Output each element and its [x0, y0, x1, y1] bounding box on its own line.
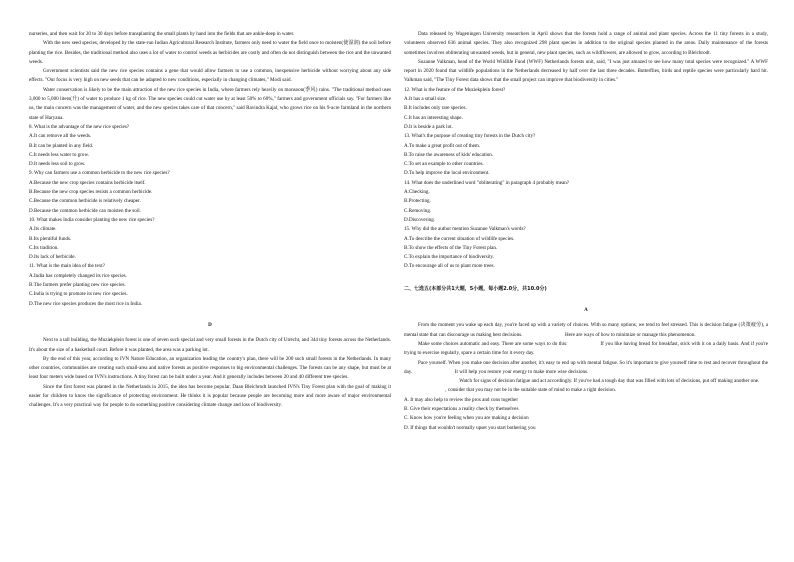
- option: B.Because the new crop species resists a common herbicide.: [29, 189, 153, 196]
- question-14: [404, 179, 768, 225]
- question-13: [404, 132, 768, 178]
- option: D.The new rice species produces the most rice in India.: [29, 300, 143, 307]
- option: A.Checking.: [404, 189, 430, 196]
- sentence: , consider that you may not be in the suitable state of mind to make a right decision.: [445, 387, 617, 394]
- option: D. If things that wouldn't normally upset you start bothering you: [404, 424, 536, 431]
- option: C.To set an example to other countries.: [404, 161, 484, 168]
- passage-paragraph: [404, 340, 768, 359]
- passage-paragraph: Next to a tall building, the Muziekplein forest is one of seven such special and very small forests in the Dutch city of Utrecht, and 344 tiny forests across the Netherlands. It's about the size of a basketball court. Before it was planted, the area was a parking lot.: [29, 337, 391, 353]
- question-9: [29, 169, 391, 215]
- option: C.It needs less water to grow.: [29, 151, 90, 158]
- option: D.It is beside a park lot.: [404, 123, 453, 130]
- passage-paragraph: [404, 359, 768, 378]
- option: D.It needs less soil to grow.: [29, 161, 86, 168]
- option: D.Discovering.: [404, 216, 436, 223]
- passage-a-label: A: [584, 307, 588, 314]
- option: C.It has an interesting shape.: [404, 114, 463, 121]
- option: D.Because the common herbicide can moisten the soil.: [29, 207, 141, 214]
- passage-paragraph: [404, 377, 768, 386]
- intro-paragraph: With the new seed species, developed by the state-run Indian Agricultural Research Institute, farmers only need to water the field once to moisten(使湿润) the soil before planting the rice. Besides, the traditional method also uses a lot of water to control weeds as herbicides are costly and often do not distinguish between the rice and the unwanted weeds.: [29, 40, 391, 65]
- question-text: 15. Why did the author mention Suzanne Valkman's words?: [404, 226, 526, 233]
- question-text: 9. Why can farmers use a common herbicide to the new rice species?: [29, 170, 170, 177]
- option: C.To explain the importance of biodiversity.: [404, 254, 494, 261]
- question-text: 8. What is the advantage of the new rice species?: [29, 123, 130, 130]
- passage-paragraph: Suzanne Valkman, head of the World Wildlife Fund (WWF) Netherlands forests unit, said, "I was just amazed to see how many total species were recognized." A WWF report in 2020 found that wildlife populations in the Netherlands decreased by half over the last three decades. Butterflies, birds and reptile species were particularly hard hit. Valkman said, "The Tiny Forest data shows that the small project can improve that biodiversity in cities.": [404, 58, 768, 84]
- option: D.To encourage all of us to plant more trees.: [404, 263, 495, 270]
- intro-paragraph: Government scientists said the new rice species contains a gene that would allow farmers to use a common, inexpensive herbicide without worrying about any side effects. "Our focus is very high on new seeds that can be adapted to new conditions, especially in changing climates," Modi said.: [29, 68, 391, 84]
- option: A.India has completely changed its rice species.: [29, 272, 127, 279]
- intro-paragraph: nurseries, and then wait for 20 to 30 days before transplanting the small plants by hand into the fields that are ankle-deep in water.: [29, 31, 295, 37]
- passage-paragraph: [404, 321, 768, 340]
- sentence: Make some choices automatic and easy. There are some ways to do this:: [418, 340, 568, 347]
- option: B.It can be planted in any field.: [29, 142, 94, 149]
- option: A.Its climate.: [29, 226, 57, 233]
- option: C.India is trying to promote its new rice species.: [29, 291, 128, 298]
- question-text: 14. What does the underlined word "obliterating" in paragraph 4 probably mean?: [404, 179, 570, 186]
- sentence: Here are ways of how to minimize or manage this phenomenon.: [564, 331, 696, 338]
- question-11: [29, 262, 391, 308]
- sentence: If you like having bread for breakfast, stick with it on a daily basis. And if you're trying to exercise regularly, spare a certain time for it every day.: [404, 340, 768, 357]
- option: B.The farmers prefer planting new rice species.: [29, 282, 126, 289]
- option: C.Because the common herbicide is relatively cheaper.: [29, 198, 141, 205]
- option: B.It includes only rare species.: [404, 105, 467, 112]
- question-12: [404, 86, 768, 132]
- right-column: [404, 30, 768, 433]
- passage-paragraph: Since the first forest was planted in the Netherlands in 2015, the idea has become popular. Daan Bleichrodt launched IVN's Tiny Forest plan with the goal of making it easier for children to know the significance of protecting environment. He thinks it is popular because people are becoming more and more aware of major environmental challenges. It's a very practical way for people to do something positive considering climate change and loss of biodiversity.: [29, 383, 391, 409]
- passage-d-label: D: [208, 321, 212, 328]
- sentence: Watch for signs of decision fatigue and act accordingly. If you've had a tough day that was filled with lots of decisions, put off making another one.: [459, 378, 760, 385]
- question-15: [404, 225, 768, 271]
- option: A.It has a small size.: [404, 96, 447, 103]
- option: A.To make a great profit out of them.: [404, 142, 481, 149]
- option: A.Because the new crop species contains herbicide itself.: [29, 179, 146, 186]
- sentence: It will help you restore your energy to make more wise decisions.: [454, 368, 589, 375]
- option: C.Removing.: [404, 207, 432, 214]
- option: C.Its tradition.: [29, 244, 59, 251]
- question-text: 13. What's the purpose of creating tiny forests in the Dutch city?: [404, 133, 536, 140]
- question-10: [29, 216, 391, 262]
- option: B.To show the effects of the Tiny Forest plan.: [404, 244, 498, 251]
- option: B. Give their expectations a reality check by themselves: [404, 405, 519, 412]
- question-text: 12. What is the feature of the Muziekplein forest?: [404, 86, 506, 93]
- intro-paragraph: Water conservation is likely to be the main attraction of the new rice species in India, where farmers rely heavily on monsoon(季风) rains. "The traditional method uses 3,000 to 5,000 liters(升) of water to produce 1 kg of rice. The new species could cut water use by at least 50% to 60%," farmers and government officials say. "For farmers like us, the main concern was the management of water, and the new species takes care of that concern," said Ravindra Kajal, who grows rice on his 9-acre farmland in the northern state of Haryana.: [29, 86, 391, 121]
- sentence: From the moment you wake up each day, you're faced up with a variety of choices. With so many options, we tend to feel stressed. This is decision fatigue (决策疲劳), a mental state that can discourage us making best decisions.: [404, 322, 768, 338]
- sentence: Pace yourself. When you make one decision after another, it's easy to end up with mental fatigue. So it's important to give yourself time to rest and recover throughout the day.: [404, 359, 768, 375]
- option: B.To raise the awareness of kids' education.: [404, 151, 494, 158]
- option: D.To help improve the local environment.: [404, 170, 490, 177]
- passage-paragraph: By the end of this year, according to IVN Nature Education, an organization leading the country's plan, there will be 200 such small forests in the Netherlands. In many other countries, communities are creating such small-area and native forests as positive responses to big environmental challenges. The forests can be any shape, but must be at least four meters wide based on IVN's instructions. A tiny forest can be built under a year. And it generally includes between 20 and 40 different tree species.: [29, 355, 391, 381]
- option: D.Its lack of herbicide.: [29, 254, 76, 261]
- option: A.It can remove all the weeds.: [29, 133, 92, 140]
- option: A. It may also help to review the pros and cons together: [404, 396, 519, 403]
- option: B.Protecting.: [404, 198, 431, 205]
- section-title: 二、七选五(本部分共1大题，5小题，每小题2.0分，共10.0分): [404, 285, 547, 292]
- option: B.Its plentiful funds.: [29, 235, 72, 242]
- option: C. Know how you're feeling when you are making a decision: [404, 415, 529, 422]
- question-8: [29, 123, 391, 169]
- left-column: [29, 30, 391, 411]
- option: A.To describe the current situation of wildlife species.: [404, 235, 515, 242]
- question-text: 11. What is the main idea of the text?: [29, 263, 105, 270]
- passage-paragraph: Data released by Wageningen University researchers in April shows that the forests hold a range of animal and plant species. Across the 11 tiny forests in a study, volunteers observed 636 animal species. They also recognized 298 plant species in addition to the original species planted in the areas. Daily maintenance of the forests sometimes involves obliterating unwanted weeds, but in general, new plant species, such as wildflowers, are allowed to grow, according to Bleichrodt.: [404, 31, 768, 56]
- question-text: 10. What makes India consider planting the new rice species?: [29, 216, 155, 223]
- passage-paragraph: [404, 386, 768, 395]
